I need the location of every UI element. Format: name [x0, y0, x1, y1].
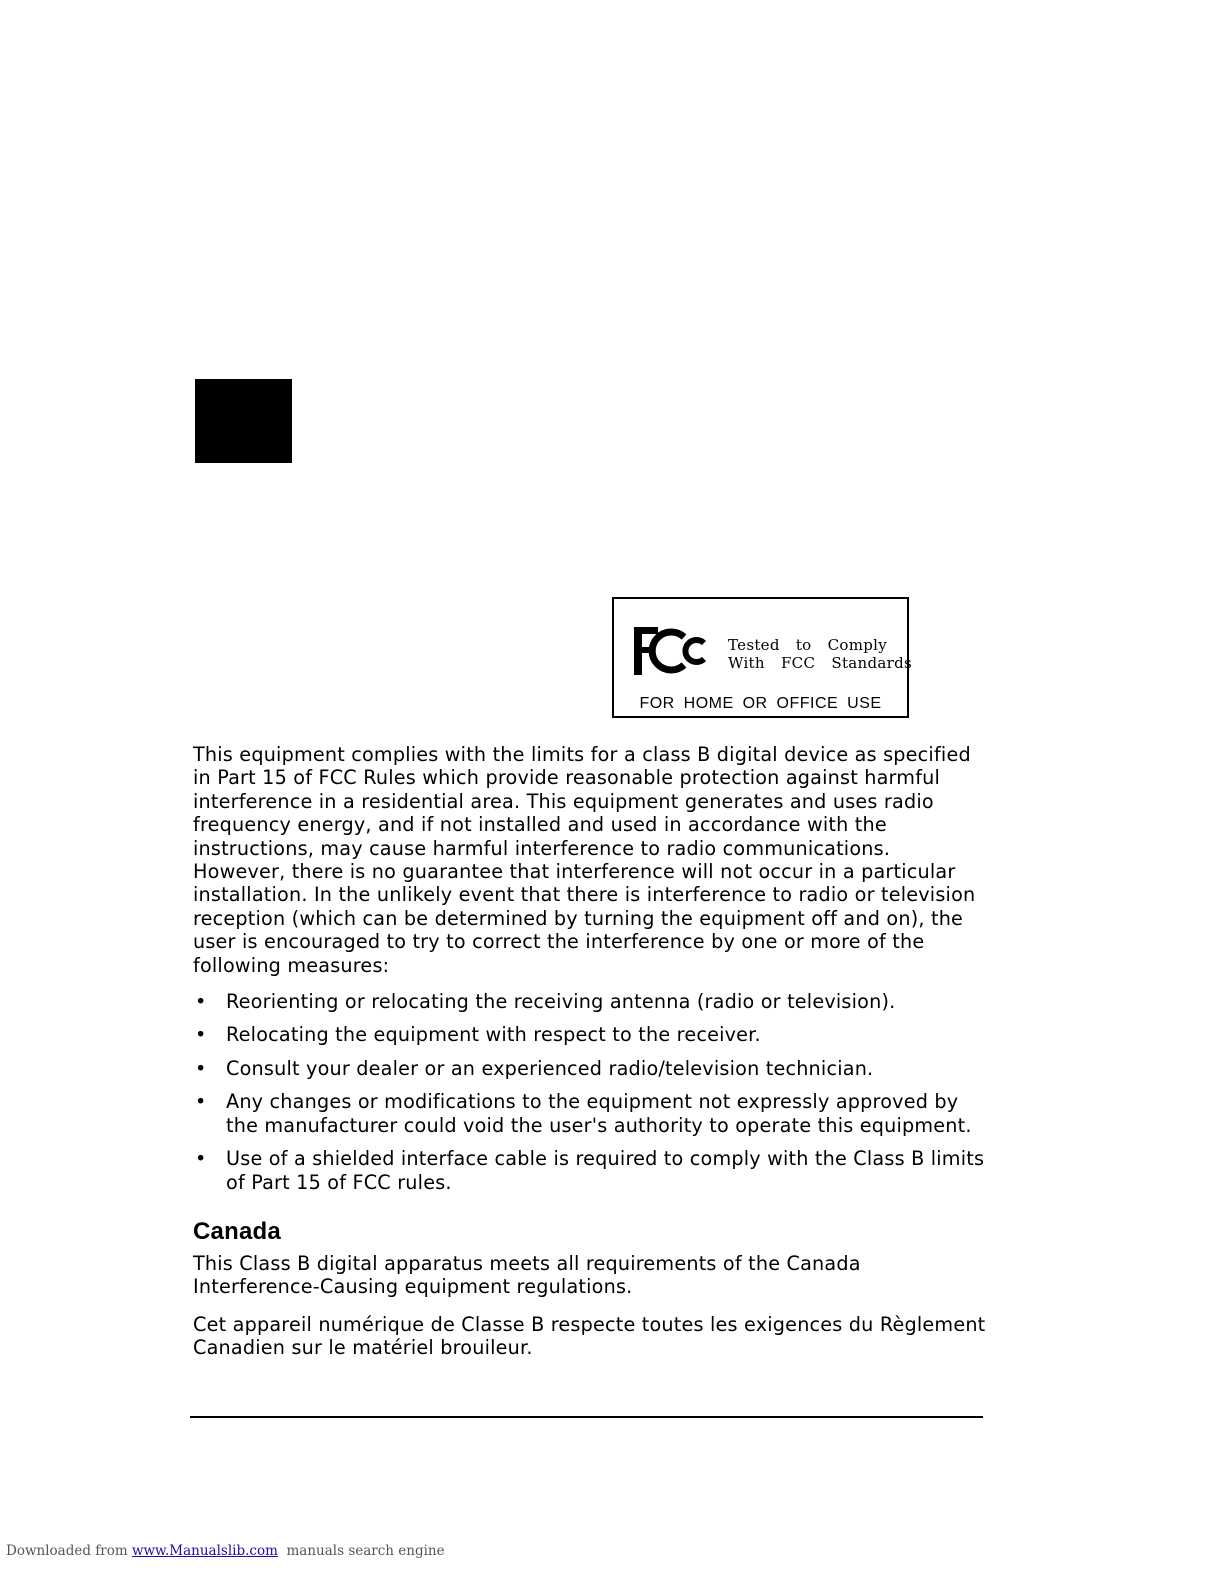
list-item — [193, 990, 986, 1013]
main-content — [193, 743, 993, 1360]
fcc-tested-line-1: Tested to Comply — [728, 636, 888, 654]
canada-paragraph-french: Cet appareil numérique de Classe B respecte toutes les exigences du Règlement Canadien sur le matériel brouileur. — [193, 1312, 986, 1360]
download-suffix: manuals search engine — [277, 1543, 445, 1559]
bullet-icon: • — [195, 1090, 207, 1114]
list-item-text: Reorienting or relocating the receiving antenna (radio or television). — [226, 990, 896, 1014]
list-item-text: Any changes or modifications to the equipment not expressly approved by the manufacturer could void the user's authority to operate this equipment. — [226, 1090, 972, 1137]
canada-paragraph-english: This Class B digital apparatus meets all requirements of the Canada Interference-Causing equipment regulations. — [193, 1251, 861, 1299]
fcc-tested-line-2: With FCC Standards — [728, 654, 912, 672]
chapter-tab-block — [195, 379, 292, 463]
list-item-text: Relocating the equipment with respect to the receiver. — [226, 1023, 761, 1047]
measures-list — [193, 990, 993, 1194]
list-item — [193, 1090, 986, 1137]
download-prefix: Downloaded from — [6, 1543, 132, 1559]
fcc-tested-text — [728, 636, 912, 672]
fcc-logo-icon — [634, 625, 710, 677]
manualslib-link[interactable]: www.Manualslib.com — [131, 1543, 278, 1559]
bullet-icon: • — [195, 1147, 207, 1171]
list-item-text: Consult your dealer or an experienced radio/television technician. — [226, 1056, 874, 1080]
list-item — [193, 1023, 986, 1046]
footer-divider — [190, 1416, 983, 1418]
bullet-icon: • — [195, 1023, 207, 1047]
fcc-compliance-label — [612, 597, 912, 718]
list-item — [193, 1057, 986, 1080]
fcc-home-office-use: FOR HOME OR OFFICE USE — [639, 695, 882, 712]
list-item — [193, 1147, 986, 1194]
bullet-icon: • — [195, 990, 207, 1014]
bullet-icon: • — [195, 1056, 207, 1080]
list-item-text: Use of a shielded interface cable is required to comply with the Class B limits of Part 15 of FCC rules. — [226, 1147, 985, 1194]
canada-heading: Canada — [193, 1217, 281, 1245]
download-source-note — [6, 1543, 445, 1559]
fcc-compliance-paragraph: This equipment complies with the limits for a class B digital device as specified in Part 15 of FCC Rules which provide reasonable protection against harmful interference in a residential area. This equipment generates and uses radio frequency energy, and if not installed and used in accordance with the instructions, may cause harmful interference to radio communications. However, there is no guarantee that interference will not occur in a particular installation. In the unlikely event that there is interference to radio or television reception (which can be determined by turning the equipment off and on), the user is encouraged to try to correct the interference by one or more of the following measures: — [193, 743, 976, 977]
